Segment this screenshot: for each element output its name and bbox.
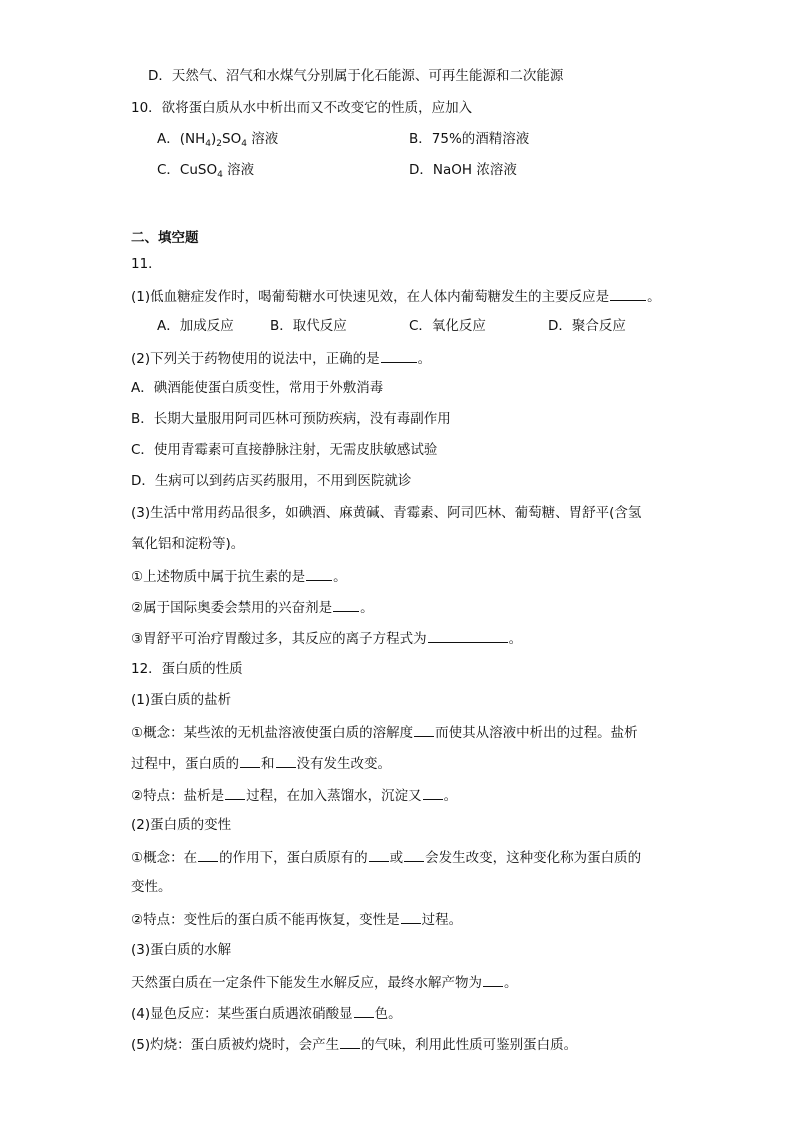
q11-part2-option-a: A．碘酒能使蛋白质变性，常用于外敷消毒 <box>131 380 384 396</box>
q11-part3-line2: 氧化铝和淀粉等)。 <box>131 536 245 552</box>
q9-option-d: D．天然气、沼气和水煤气分别属于化石能源、可再生能源和二次能源 <box>148 68 564 84</box>
section-title: 二、填空题 <box>131 230 199 246</box>
q12-section2: (2)蛋白质的变性 <box>131 817 232 833</box>
q10-option-c: C．CuSO$_4$ 溶液 <box>157 162 255 180</box>
q12-title: 12．蛋白质的性质 <box>131 661 243 677</box>
q12-section4: (4)显色反应：某些蛋白质遇浓硝酸显 色。 <box>131 1003 402 1023</box>
q11-part1-option-d: D．聚合反应 <box>548 318 626 334</box>
q12-section1-feature: ②特点：盐析是 过程，在加入蒸馏水，沉淀又 。 <box>131 785 457 805</box>
q12-section1: (1)蛋白质的盐析 <box>131 692 232 708</box>
q11-number: 11． <box>131 256 162 272</box>
q12-section1-concept-line1: ①概念：某些浓的无机盐溶液使蛋白质的溶解度 而使其从溶液中析出的过程。盐析 <box>131 722 638 742</box>
q11-part3-item1: ①上述物质中属于抗生素的是 。 <box>131 566 347 586</box>
q11-part1-stem: (1)低血糖症发作时，喝葡萄糖水可快速见效，在人体内葡萄糖发生的主要反应是 。 <box>131 286 661 306</box>
q12-section5: (5)灼烧：蛋白质被灼烧时，会产生 的气味，利用此性质可鉴别蛋白质。 <box>131 1034 577 1054</box>
q11-part2-option-b: B．长期大量服用阿司匹林可预防疾病，没有毒副作用 <box>131 411 451 427</box>
q12-section2-concept-line2: 变性。 <box>131 879 172 895</box>
q10-option-b: B．75%的酒精溶液 <box>409 131 530 147</box>
q11-part3-line1: (3)生活中常用药品很多，如碘酒、麻黄碱、青霉素、阿司匹林、葡萄糖、胃舒平(含氢 <box>131 505 642 521</box>
q11-part3-item3: ③胃舒平可治疗胃酸过多，其反应的离子方程式为 。 <box>131 628 522 648</box>
q12-section1-concept-line2: 过程中，蛋白质的 和 没有发生改变。 <box>131 753 391 773</box>
q11-part1-option-b: B．取代反应 <box>270 318 347 334</box>
q12-section2-concept-line1: ①概念：在 的作用下，蛋白质原有的 或 会发生改变，这种变化称为蛋白质的 <box>131 847 641 867</box>
q11-part1-option-c: C．氧化反应 <box>409 318 486 334</box>
q12-section3: (3)蛋白质的水解 <box>131 942 232 958</box>
q10-stem: 10．欲将蛋白质从水中析出而又不改变它的性质，应加入 <box>131 100 473 116</box>
q11-part2-option-c: C．使用青霉素可直接静脉注射，无需皮肤敏感试验 <box>131 442 438 458</box>
q12-section3-text: 天然蛋白质在一定条件下能发生水解反应，最终水解产物为 。 <box>131 972 518 992</box>
q11-part2-option-d: D．生病可以到药店买药服用，不用到医院就诊 <box>131 473 412 489</box>
q11-part1-option-a: A．加成反应 <box>157 318 234 334</box>
q10-option-d: D．NaOH 浓溶液 <box>409 162 517 178</box>
q11-part2-stem: (2)下列关于药物使用的说法中，正确的是 。 <box>131 348 431 368</box>
q12-section2-feature: ②特点：变性后的蛋白质不能再恢复，变性是 过程。 <box>131 909 462 929</box>
q10-option-a: A．$(NH_4)_2SO_4$ 溶液 <box>157 131 279 149</box>
q11-part3-item2: ②属于国际奥委会禁用的兴奋剂是 。 <box>131 597 374 617</box>
